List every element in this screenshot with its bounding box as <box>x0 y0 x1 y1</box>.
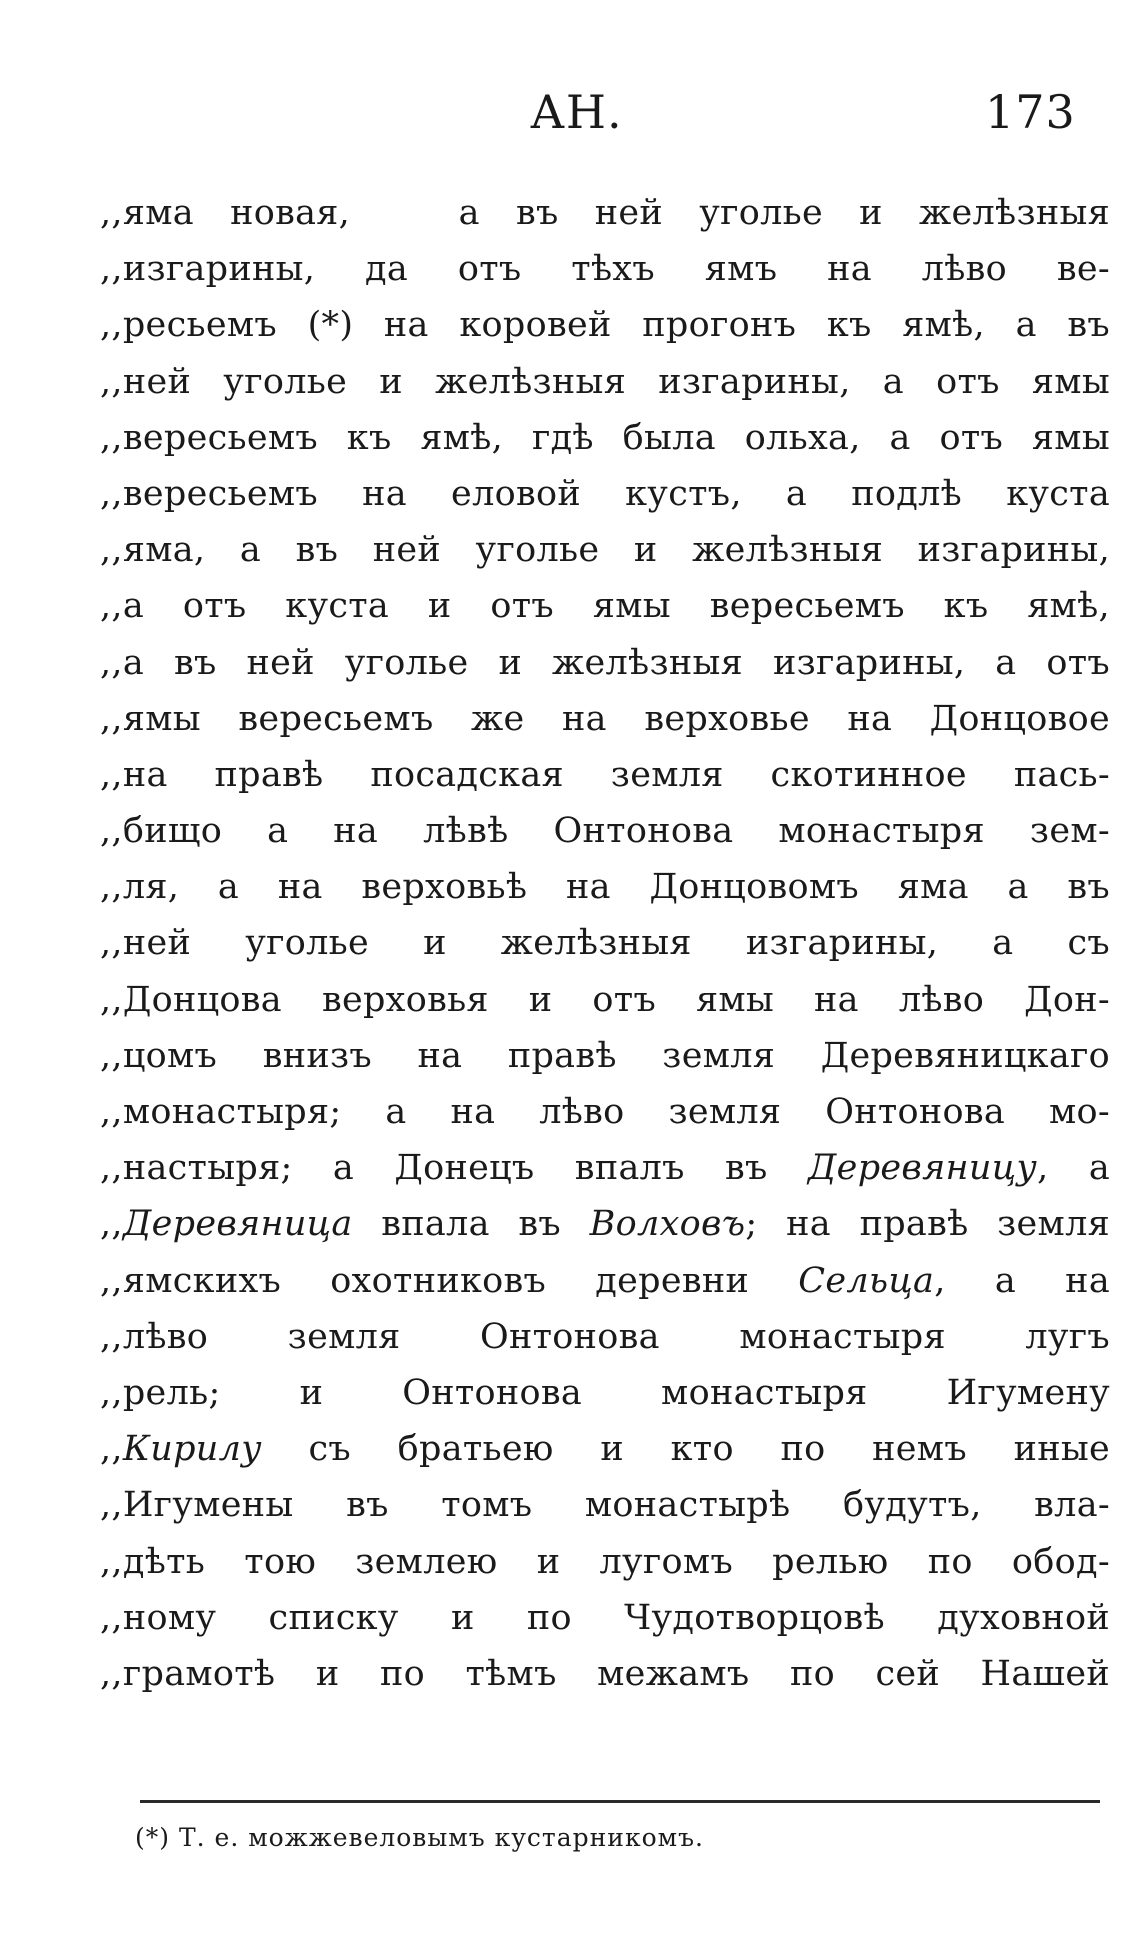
text-segment: ,,грамотѣ и по тѣмъ межамъ по сей Нашей <box>100 1653 1110 1694</box>
text-segment: ,,ному списку и по Чудотворцовѣ духовной <box>100 1597 1110 1638</box>
text-segment: впала въ <box>352 1204 590 1245</box>
text-segment: ,,бищо а на лѣвѣ Онтонова монастыря зем- <box>100 811 1110 852</box>
text-segment: ,,монастыря; а на лѣво земля Онтонова мо- <box>100 1092 1110 1132</box>
text-line <box>100 1309 1110 1365</box>
text-segment: ,,цомъ внизъ на правѣ земля Деревяницкаго <box>100 1035 1110 1076</box>
text-segment: ,,вересьемъ къ ямѣ, гдѣ была ольха, а отъ ямы <box>100 417 1110 458</box>
text-segment: ,,а отъ куста и отъ ямы вересьемъ къ ямѣ, <box>100 586 1110 627</box>
italic-text-segment: Кирилу <box>122 1429 262 1470</box>
text-line <box>100 1253 1110 1309</box>
text-segment: ,, <box>100 1429 123 1470</box>
text-line <box>100 522 1110 578</box>
italic-text-segment: Деревяницу <box>807 1148 1038 1189</box>
text-line <box>100 803 1110 859</box>
text-segment: , а <box>1037 1148 1110 1189</box>
running-head <box>0 82 1140 152</box>
text-segment: ,,дѣть тою землею и лугомъ релью по обод- <box>100 1541 1110 1582</box>
text-line <box>100 241 1110 297</box>
text-line <box>100 972 1110 1028</box>
text-line <box>100 297 1110 353</box>
text-line <box>100 635 1110 691</box>
text-segment: ,,ля, а на верховьѣ на Донцовомъ яма а въ <box>100 867 1110 908</box>
text-segment: ,,ресьемъ (*) на коровей прогонъ къ ямѣ, а въ <box>100 305 1110 346</box>
text-segment: ,,вересьемъ на еловой кустъ, а подлѣ куста <box>100 473 1110 514</box>
text-line <box>100 747 1110 803</box>
running-head-title: АН. <box>530 85 623 139</box>
text-segment: ,,ямы вересьемъ же на верховье на Донцовое <box>100 698 1110 739</box>
text-segment: ,,ямскихъ охотниковъ деревни <box>100 1260 799 1301</box>
text-segment: ,,рель; и Онтонова монастыря Игумену <box>100 1372 1110 1413</box>
text-line <box>100 1365 1110 1421</box>
page-number: 173 <box>985 85 1076 139</box>
text-line <box>100 1028 1110 1084</box>
text-segment: ,,ней уголье и желѣзныя изгарины, а съ <box>100 923 1110 964</box>
text-segment: ,,а въ ней уголье и желѣзныя изгарины, а отъ <box>100 642 1110 683</box>
text-line <box>100 1140 1110 1196</box>
text-line <box>100 1084 1110 1140</box>
text-segment: ,,Игумены въ томъ монастырѣ будутъ, вла- <box>100 1485 1110 1526</box>
text-segment: ,, <box>100 1204 123 1245</box>
text-segment: ,,настыря; а Донецъ впалъ въ <box>100 1148 808 1189</box>
text-line <box>100 915 1110 971</box>
text-line <box>100 1646 1110 1702</box>
text-line <box>100 354 1110 410</box>
text-line <box>100 1421 1110 1477</box>
italic-text-segment: Сельца <box>798 1260 935 1301</box>
footnote: (*) Т. е. можжевеловымъ кустарникомъ. <box>135 1823 704 1852</box>
text-segment: ,,ней уголье и желѣзныя изгарины, а отъ ямы <box>100 361 1110 402</box>
text-segment: ,,яма новая, а въ ней уголье и желѣзныя <box>100 193 1110 233</box>
text-line <box>100 466 1110 522</box>
text-line <box>100 578 1110 634</box>
text-line <box>100 1590 1110 1646</box>
text-line <box>100 859 1110 915</box>
text-line <box>100 410 1110 466</box>
text-line <box>100 1477 1110 1533</box>
text-line <box>100 691 1110 747</box>
text-segment: ,,яма, а въ ней уголье и желѣзныя изгарины, <box>100 530 1110 571</box>
text-line <box>100 1196 1110 1252</box>
body-text <box>100 185 1110 1702</box>
text-segment: ,,лѣво земля Онтонова монастыря лугъ <box>100 1316 1110 1357</box>
text-segment: ,,на правѣ посадская земля скотинное пась- <box>100 754 1110 795</box>
text-line <box>100 1534 1110 1590</box>
italic-text-segment: Волховъ <box>589 1204 746 1245</box>
text-segment: ,,Донцова верховья и отъ ямы на лѣво Дон- <box>100 979 1110 1020</box>
text-line <box>100 185 1110 241</box>
italic-text-segment: Деревяница <box>122 1204 353 1245</box>
text-segment: ; на правѣ земля <box>745 1204 1110 1245</box>
text-segment: , а на <box>934 1260 1110 1301</box>
text-segment: съ братьею и кто по немъ иные <box>261 1429 1110 1470</box>
footnote-rule <box>140 1800 1100 1803</box>
text-segment: ,,изгарины, да отъ тѣхъ ямъ на лѣво ве- <box>100 249 1110 290</box>
